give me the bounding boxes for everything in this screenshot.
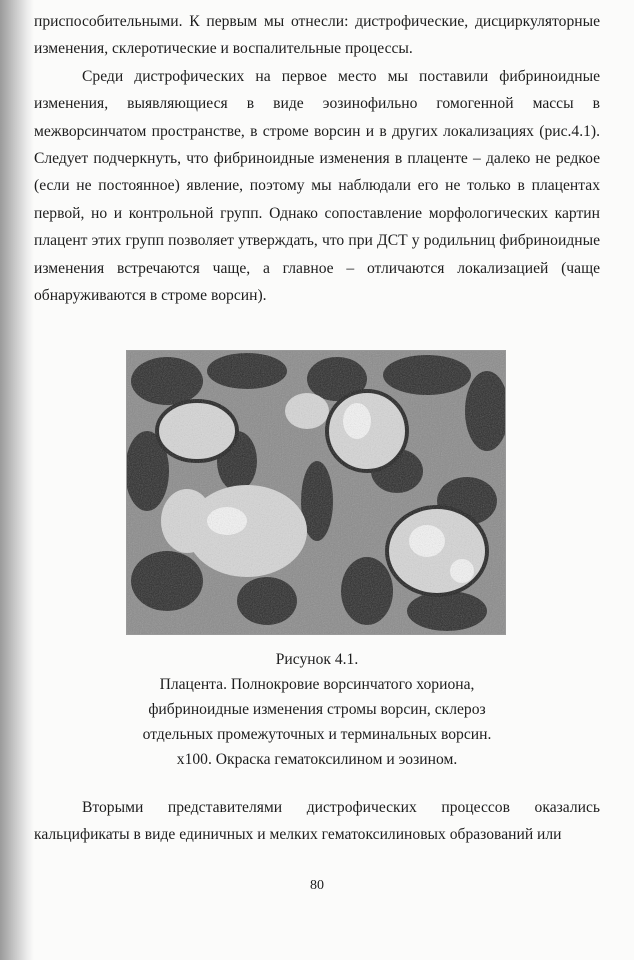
histology-image xyxy=(127,351,505,634)
caption-line-2: Плацента. Полнокровие ворсинчатого хориона, xyxy=(159,676,475,693)
paragraph-3: Вторыми представителями дистрофических процессов оказались кальцификаты в виде единичных и мелких гематоксилиновых образований или xyxy=(34,799,600,844)
caption-line-1: Рисунок 4.1. xyxy=(275,651,359,668)
histology-photo xyxy=(126,350,506,635)
paragraph-2: Среди дистрофических на первое место мы поставили фибриноидные изменения, выявляющиеся в виде эозинофильно гомогенной массы в межворсинчатом пространстве, в строме ворсин и в других локализациях (рис.4.1). Следует подчеркнуть, что фибриноидные изменения в плаценте – далеко не редкое (если не постоянное) явление, поэтому мы наблюдали его не только в плацентах первой, но и контрольной групп. Однако сопоставление морфологических картин плацент этих групп позволяет утверждать, что при ДСТ у родильниц фибриноидные изменения встречаются чаще, а главное – отличаются локализацией (чаще обнаруживаются в строме ворсин). xyxy=(34,67,600,305)
page-number: 80 xyxy=(310,878,324,893)
figure-caption xyxy=(34,647,600,772)
text-block xyxy=(34,8,600,309)
text-block-continued xyxy=(34,794,600,849)
paragraph-1: приспособительными. К первым мы отнесли: дистрофические, дисциркуляторные изменения, склеротические и воспалительные процессы. xyxy=(34,13,600,58)
caption-line-3: фибриноидные изменения стромы ворсин, склероз xyxy=(148,701,486,718)
caption-line-4: отдельных промежуточных и терминальных ворсин. xyxy=(142,726,492,743)
scan-edge-shadow xyxy=(0,0,34,960)
caption-line-5: x100. Окраска гематоксилином и эозином. xyxy=(176,751,458,768)
